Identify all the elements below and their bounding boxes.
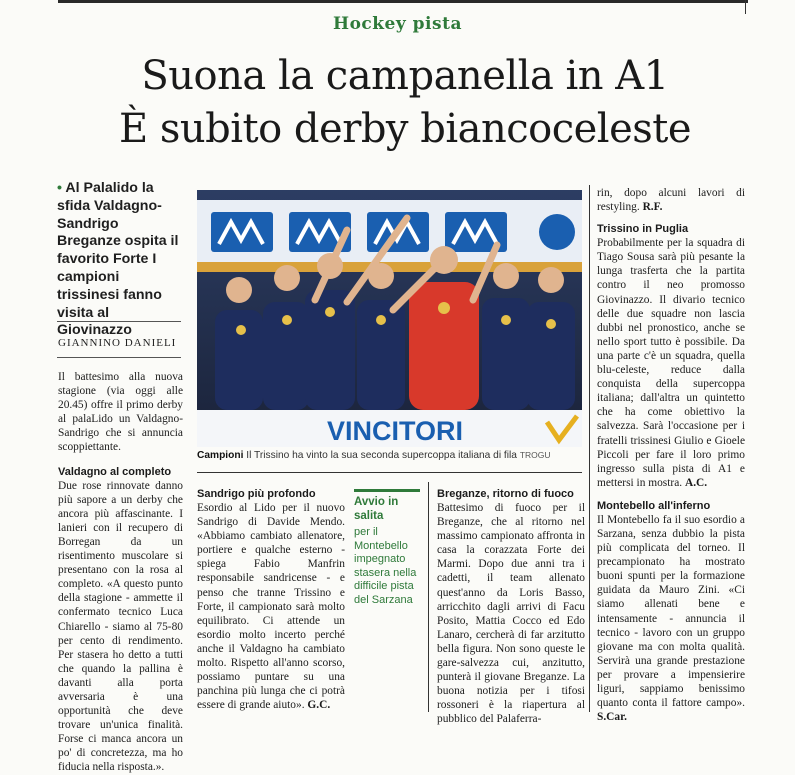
caption-text: Il Trissino ha vinto la sua seconda supercoppa italiana di fila xyxy=(246,450,517,461)
paragraph-sandrigo: Esordio al Lido per il nuovo Sandrigo di Davide Mendo. «Abbiamo cambiato allenatore, portiere e qualche esterno - spiega Fabio Manfrin responsabile sandricense - e penso che tranne Trissino e Forte, il campionato sarà molto equilibrato. Ci attende un esordio molto incerto perché anche il Valdagno ha cambiato molto. Rispetto all'anno scorso, possiamo puntare su una panchina più lunga che ci potrà essere di grande aiuto». xyxy=(197,502,345,712)
top-rule xyxy=(58,0,748,3)
column-divider-4 xyxy=(589,185,590,712)
byline: GIANNINO DANIELI xyxy=(58,337,177,349)
continuation-text: rin, dopo alcuni lavori di restyling. xyxy=(597,187,745,214)
section-tag: Hockey pista xyxy=(333,14,462,34)
column-1 xyxy=(58,370,183,775)
pull-quote xyxy=(354,489,420,608)
pull-quote-text: per il Montebello impegnato stasera nella difficile pista del Sarzana xyxy=(354,526,417,606)
signature-rf: R.F. xyxy=(642,201,663,214)
signature-scar: S.Car. xyxy=(597,711,627,724)
intro-paragraph: Il battesimo alla nuova stagione (via oggi alle 20.45) offre il primo derby al palaLido un Valdagno-Sandrigo che si annuncia scoppiettante. xyxy=(58,371,183,454)
banner-text: VINCITORI xyxy=(327,416,464,446)
column-divider-3 xyxy=(428,482,429,712)
caption-label: Campioni xyxy=(197,450,244,461)
byline-rule-top xyxy=(57,321,181,322)
headline-line-1: Suona la campanella in A1 xyxy=(141,53,669,99)
summary-deck xyxy=(57,180,183,340)
caption-divider xyxy=(197,472,582,473)
headline-line-2: È subito derby biancoceleste xyxy=(118,106,692,152)
subhead-valdagno: Valdagno al completo xyxy=(58,465,172,478)
summary-bullet: • xyxy=(57,180,62,196)
team-photo xyxy=(197,190,582,447)
paragraph-montebello: Il Montebello fa il suo esordio a Sarzana, senza dubbio la pista più complicata del torneo. Il precampionato ha mostrato buoni spunti per la formazione guidata da Mauro Zini. «Ci siamo allenati bene e intensamente - annuncia il tecnico - lavoro con un gruppo giovane ma con molta qualità. Servirà una grande prestazione per provare a impensierire liguri, sappiamo benissimo quanto conta il fattore campo». xyxy=(597,513,745,710)
subhead-trissino: Trissino in Puglia xyxy=(597,223,689,236)
team-photo-illustration xyxy=(197,190,582,447)
subhead-breganze: Breganze, ritorno di fuoco xyxy=(437,488,574,500)
signature-gc: G.C. xyxy=(307,699,331,712)
paragraph-trissino: Probabilmente per la squadra di Tiago Sousa sarà più pesante la lunga trasferta che la partita contro il neo promosso Giovinazzo. Il divario tecnico delle due squadre non lascia dubbi nel pronostico, anche se nello sport tutto è possibile. Da una parte c'è un squadra, quella blu-celeste, reduce dalla conquista della supercoppa italiana; dall'altra un quintetto che ha come obiettivo la salvezza. Sarà l'occasione per i fratelli trissinesi Giulio e Gioele Piccoli per fare il loro primo ingresso sulla pista di A1 e mettersi in mostra. xyxy=(597,237,745,489)
subhead-montebello: Montebello all'inferno xyxy=(597,499,711,512)
edge-rule xyxy=(745,0,746,14)
paragraph-valdagno: Due rose rinnovate danno più sapore a un derby che ancora più affascinante. I lanieri con il recupero di Borregan da un risentimento muscolare si presentano con la rosa al completo. «A questo punto della stagione - ammette il confermato tecnico Luca Chiarello - siamo al 75-80 per cento di rendimento. Per stasera ho detto a tutti che quando la pallina è davanti alla porta avversaria è una opportunità che deve trovare un'unica finalità. Forse ci manca ancora un po' di concretezza, ma ho fiducia nella risposta.». xyxy=(58,479,183,774)
column-4 xyxy=(597,186,745,724)
column-3 xyxy=(437,487,585,727)
caption-credit: TROGU xyxy=(519,450,551,460)
signature-ac: A.C. xyxy=(684,476,708,489)
column-2 xyxy=(197,487,345,712)
photo-caption xyxy=(197,450,582,461)
byline-rule-bottom xyxy=(57,357,181,358)
subhead-sandrigo: Sandrigo più profondo xyxy=(197,488,316,500)
pull-quote-head: Avvio in salita xyxy=(354,496,399,522)
paragraph-breganze: Battesimo di fuoco per il Breganze, che al ritorno nel massimo campionato affronta in casa la corazzata Forte dei Marmi. Dopo due anni tra i cadetti, il team allenato quest'anno da Loris Basso, arricchito dagli arrivi di Facu Posito, Mattia Cocco ed Edo Lanaro, cercherà di far arzitutto bella figura. Non sono queste le gare-salvezza cui, anzitutto, punterà il giovane Breganze. La buona notizia per i tifosi rossoneri è la riapertura al pubblico del Palaferra- xyxy=(437,502,585,726)
summary-text: Al Palalido la sfida Valdagno-Sandrigo Breganze ospita il favorito Forte I campioni trissinesi fanno visita al Giovinazzo xyxy=(57,180,179,339)
